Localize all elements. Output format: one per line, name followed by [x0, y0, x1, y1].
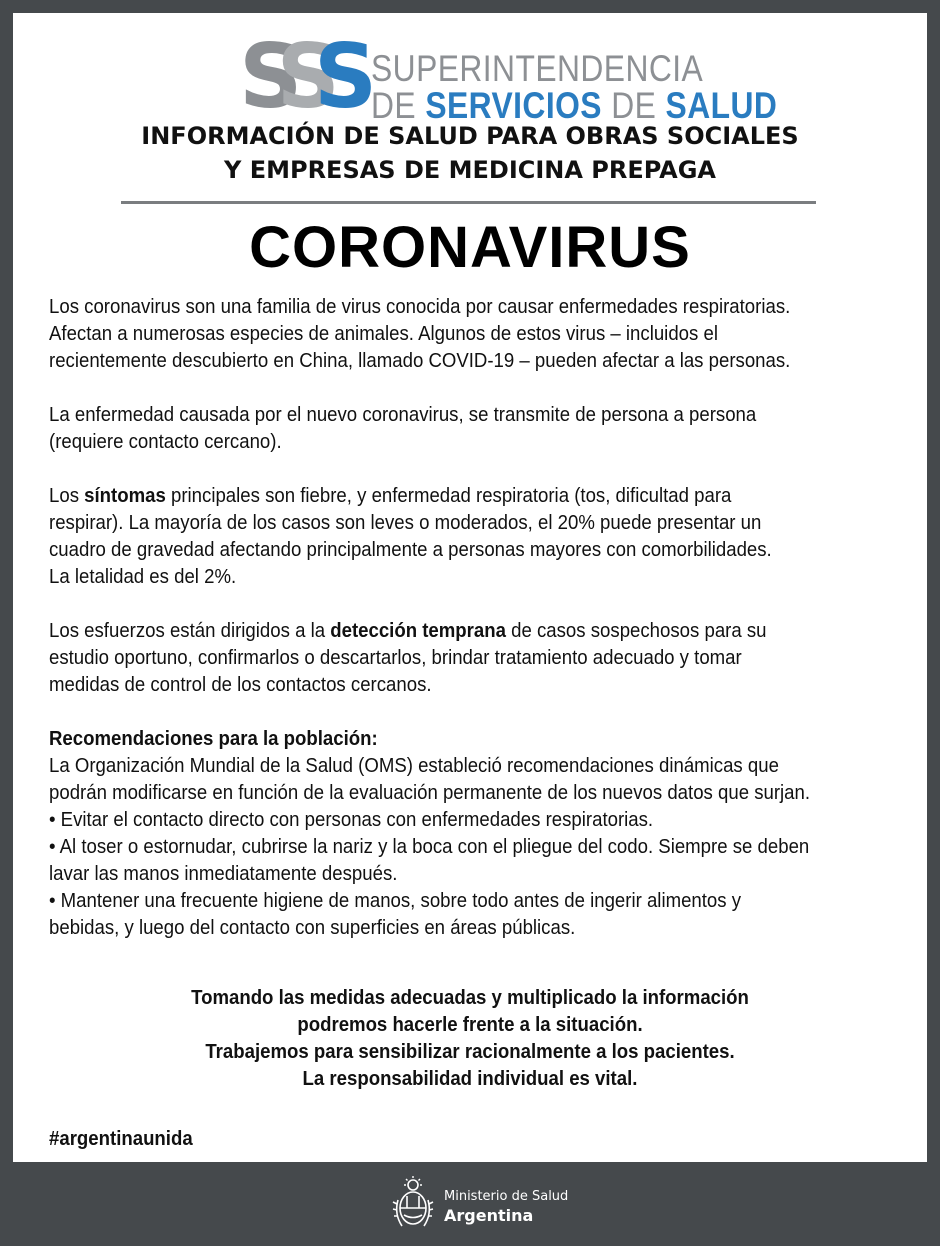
heading-divider [121, 201, 816, 204]
list-item: bebidas, y luego del contacto con superficies en áreas públicas. [49, 917, 576, 939]
paragraph-transmission: La enfermedad causada por el nuevo coronavirus, se transmite de persona a persona (requiere contacto cercano). [49, 404, 757, 453]
list-item: lavar las manos inmediatamente después. [49, 863, 398, 885]
document-body [49, 294, 909, 942]
heading-line2: Y EMPRESAS DE MEDICINA PREPAGA [223, 156, 717, 184]
ministry-name: Ministerio de Salud [444, 1189, 569, 1204]
logo-text-line1: SUPERINTENDENCIA [371, 48, 704, 89]
country-name: Argentina [444, 1206, 534, 1225]
heading-line1: INFORMACIÓN DE SALUD PARA OBRAS SOCIALES [141, 122, 799, 150]
paragraph-detection: Los esfuerzos están dirigidos a la detección temprana de casos sospechosos para su estudio oportuno, confirmarlos o descartarlos, brindar tratamiento adecuado y tomar medidas de control de los contactos cercanos. [49, 620, 767, 696]
paragraph-symptoms: Los síntomas principales son fiebre, y enfermedad respiratoria (tos, dificultad para respirar). La mayoría de los casos son leves o moderados, el 20% puede presentar un cuadro de gravedad afectando principalmente a personas mayores con comorbilidades. La letalidad es del 2%. [49, 485, 772, 588]
argentina-coat-of-arms-icon [390, 1174, 436, 1234]
list-item: • Mantener una frecuente higiene de manos, sobre todo antes de ingerir alimentos y [49, 890, 742, 912]
list-item: • Al toser o estornudar, cubrirse la nariz y la boca con el pliegue del codo. Siempre se deben [49, 836, 810, 858]
sss-logo [239, 25, 778, 128]
symptoms-emphasis: síntomas [84, 485, 166, 507]
logo-text-line2: DE SERVICIOS DE SALUD [371, 85, 778, 126]
list-item: • Evitar el contacto directo con personas con enfermedades respiratorias. [49, 809, 654, 831]
recommendations-heading: Recomendaciones para la población: [49, 728, 378, 750]
sss-logo-mark: SSS [239, 25, 356, 128]
hashtag: #argentinaunida [49, 1128, 193, 1150]
detection-emphasis: detección temprana [330, 620, 506, 642]
closing-message: Tomando las medidas adecuadas y multiplicado la información podremos hacerle frente a la situación. Trabajemos para sensibilizar racionalmente a los pacientes. La responsabilidad individual es vital. [191, 987, 749, 1090]
list-item: La Organización Mundial de la Salud (OMS) estableció recomendaciones dinámicas que [49, 755, 779, 777]
document-heading [13, 119, 927, 187]
page-title: CORONAVIRUS [249, 215, 691, 280]
paragraph-intro: Los coronavirus son una familia de virus conocida por causar enfermedades respiratorias. Afectan a numerosas especies de animales. Algunos de estos virus – incluidos el recientemente descubierto en China, llamado COVID-19 – pueden afectar a las personas. [49, 296, 791, 372]
document-sheet [13, 13, 927, 1162]
footer [0, 1162, 940, 1246]
recommendations-section [49, 726, 909, 942]
list-item: podrán modificarse en función de la evaluación permanente de los nuevos datos que surjan. [49, 782, 811, 804]
